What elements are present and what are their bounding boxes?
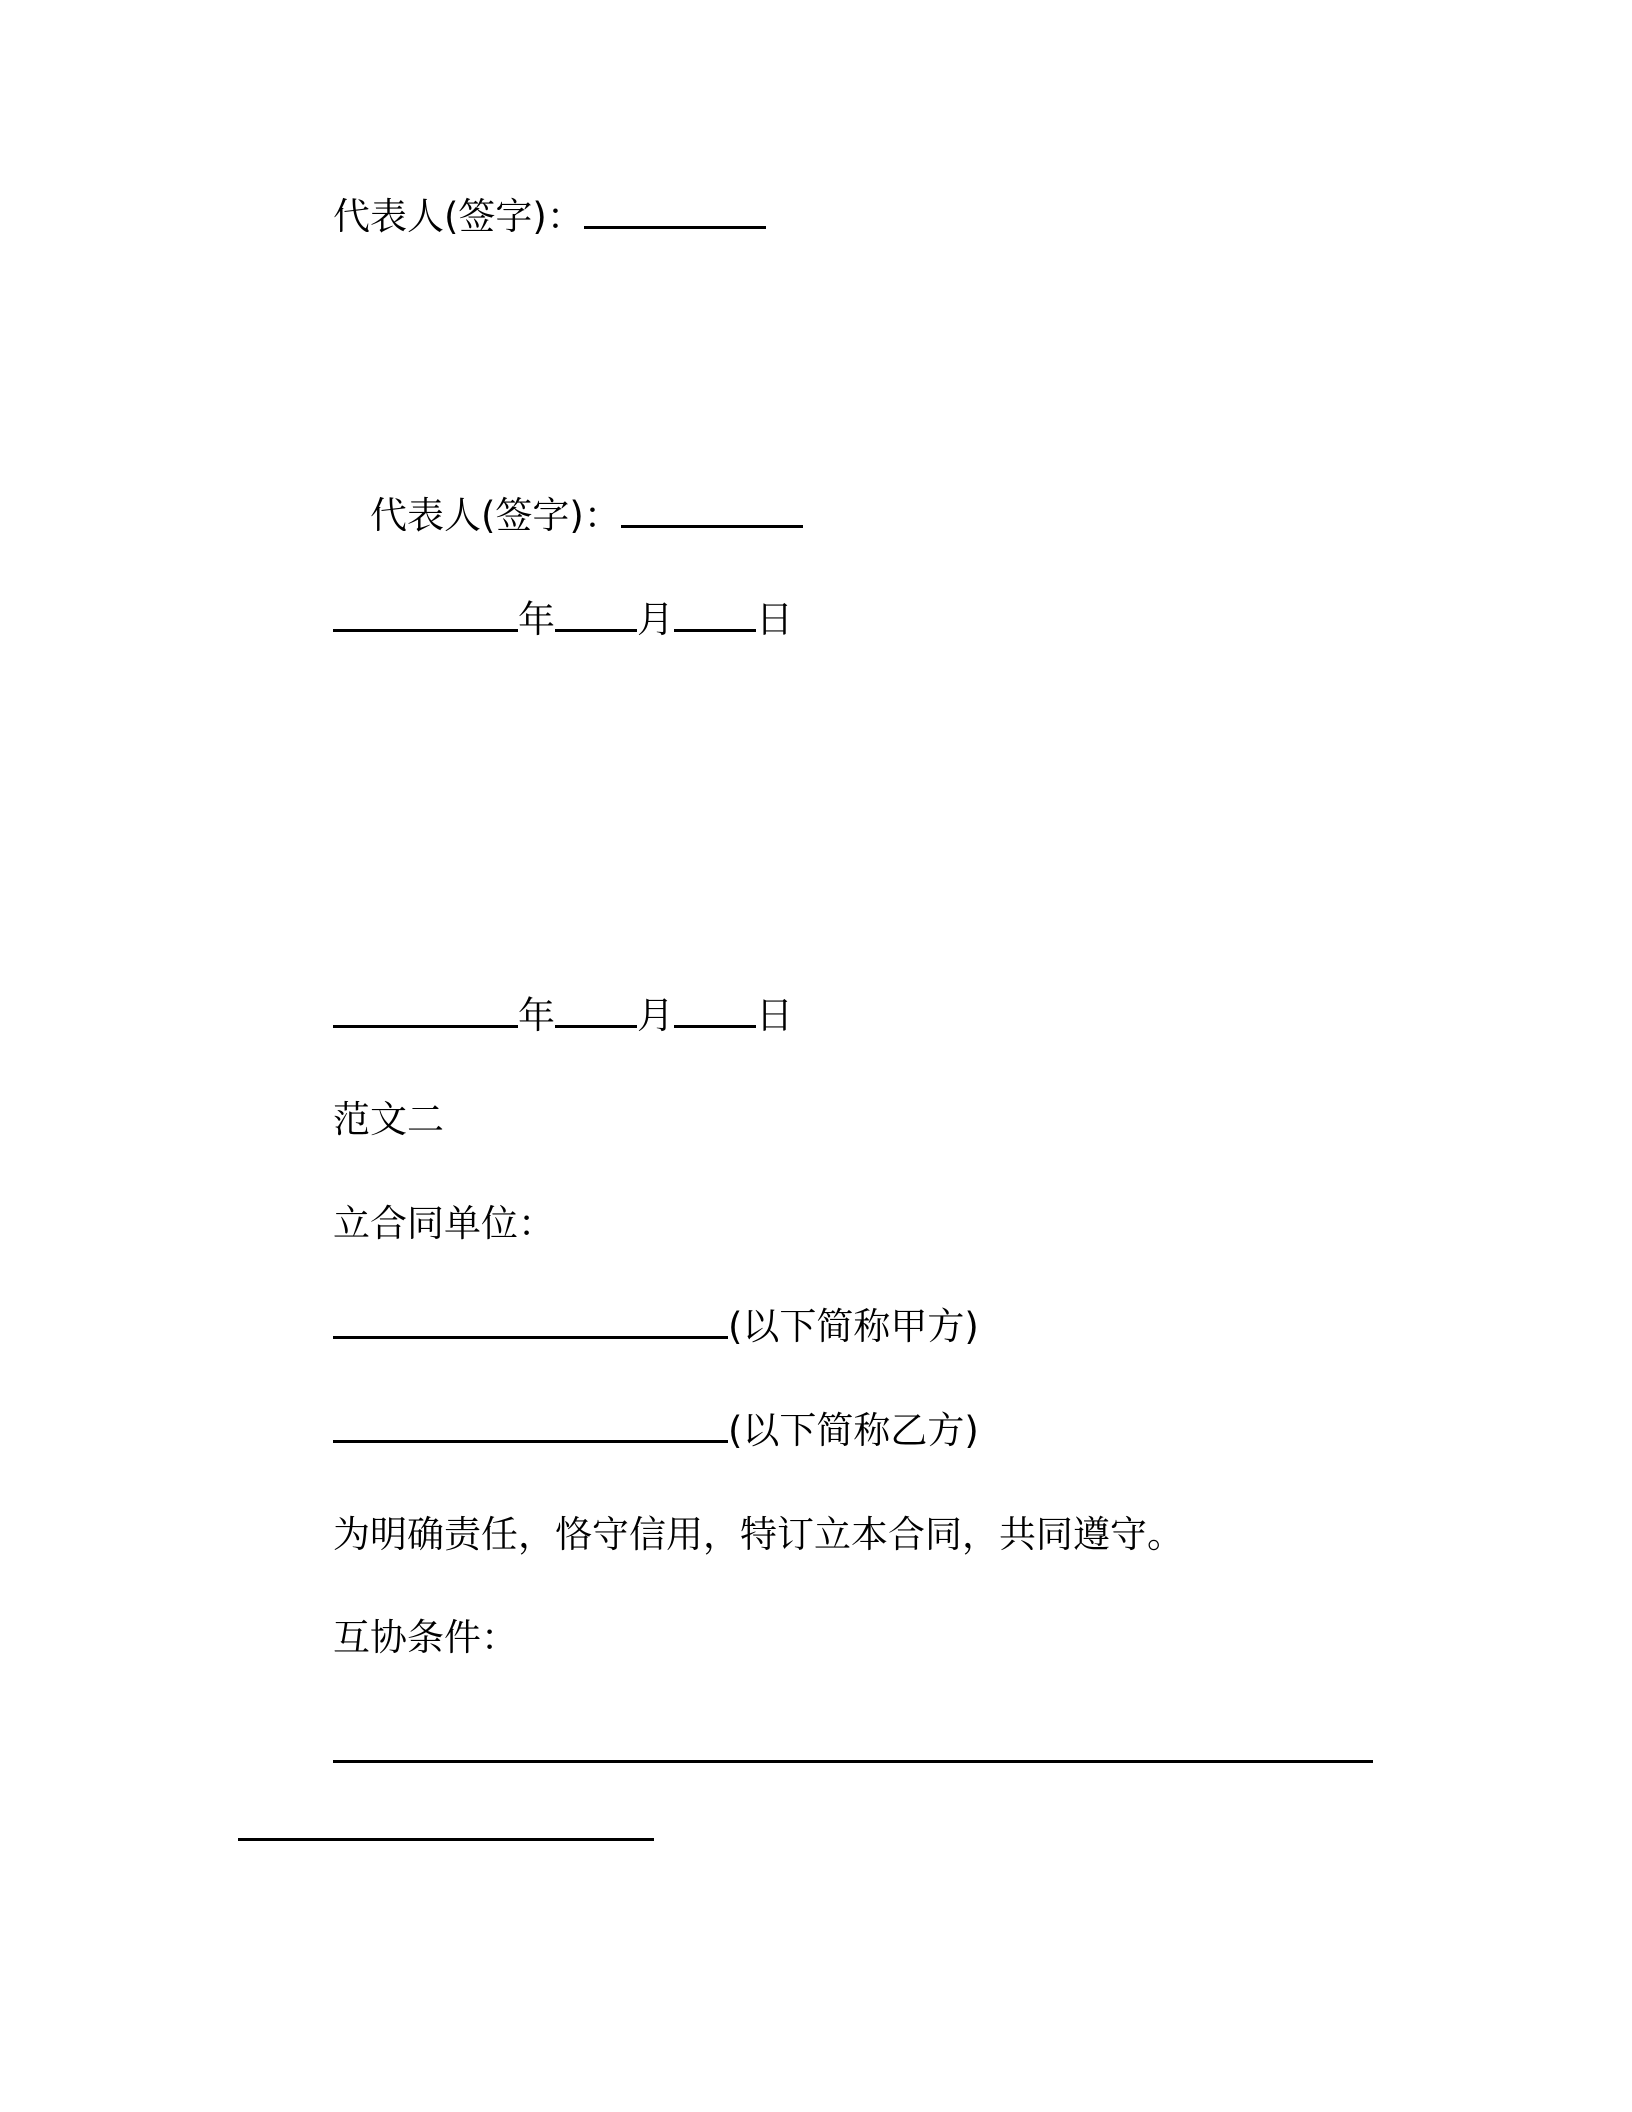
terms-blank-line-1	[333, 1760, 1373, 1763]
signature-blank	[584, 196, 766, 229]
date-line-2	[333, 992, 793, 1040]
section-heading: 范文二	[333, 1098, 444, 1141]
month-label: 月	[637, 598, 674, 641]
party-b-line	[333, 1407, 979, 1455]
signature-label: 代表人(签字)：	[370, 494, 621, 537]
day-blank	[674, 995, 756, 1028]
month-blank	[555, 995, 637, 1028]
terms-label: 互协条件：	[333, 1616, 518, 1659]
month-blank	[555, 599, 637, 632]
signature-label: 代表人(签字)：	[333, 195, 584, 238]
contract-units-label: 立合同单位：	[333, 1202, 555, 1245]
signature-blank	[621, 495, 803, 528]
day-label: 日	[756, 994, 793, 1037]
month-label: 月	[637, 994, 674, 1037]
terms-blank-line-2	[238, 1838, 654, 1841]
year-blank	[333, 995, 518, 1028]
party-a-suffix: (以下简称甲方)	[728, 1305, 979, 1348]
year-label: 年	[518, 994, 555, 1037]
purpose-paragraph: 为明确责任，恪守信用，特订立本合同，共同遵守。	[333, 1513, 1184, 1556]
signature-line-2	[370, 492, 803, 540]
year-blank	[333, 599, 518, 632]
party-b-suffix: (以下简称乙方)	[728, 1409, 979, 1452]
party-a-line	[333, 1303, 979, 1351]
year-label: 年	[518, 598, 555, 641]
date-line-1	[333, 596, 793, 644]
day-blank	[674, 599, 756, 632]
signature-line-1	[333, 193, 766, 241]
day-label: 日	[756, 598, 793, 641]
party-b-blank	[333, 1410, 728, 1443]
party-a-blank	[333, 1306, 728, 1339]
